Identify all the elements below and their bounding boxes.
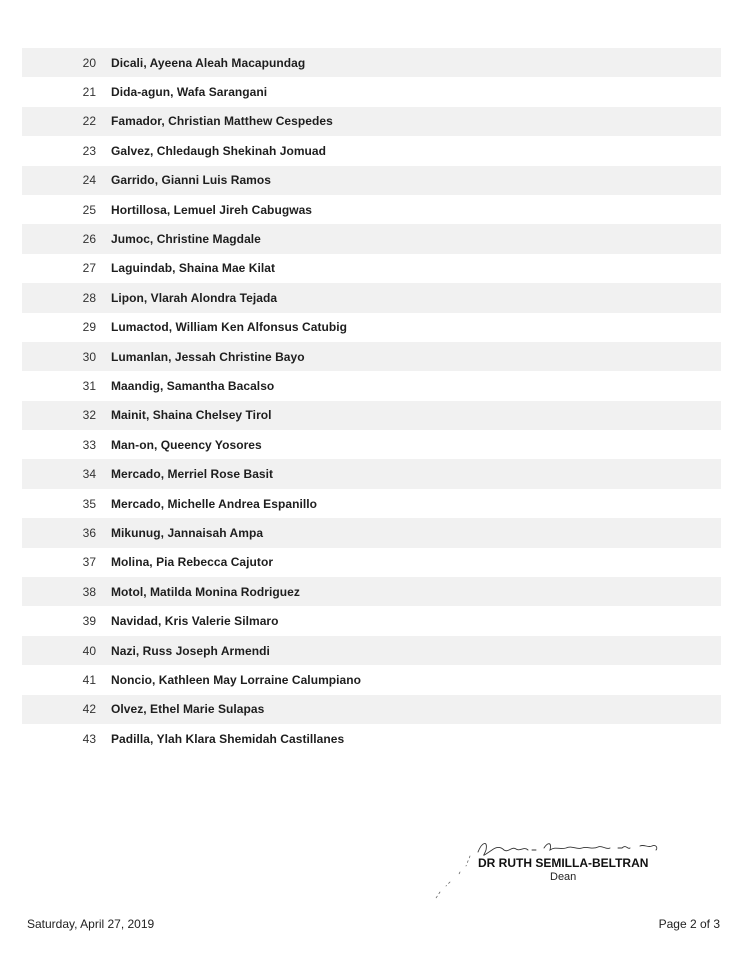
table-row — [22, 401, 721, 430]
table-row — [22, 724, 721, 753]
student-name: Garrido, Gianni Luis Ramos — [111, 173, 271, 188]
table-row — [22, 665, 721, 694]
student-name: Mikunug, Jannaisah Ampa — [111, 525, 264, 540]
student-name: Famador, Christian Matthew Cespedes — [111, 114, 333, 129]
row-number: 43 — [82, 731, 96, 746]
row-number: 29 — [82, 320, 96, 335]
table-row — [22, 195, 721, 224]
table-row — [22, 459, 721, 488]
table-row — [22, 77, 721, 106]
row-number: 30 — [82, 349, 96, 364]
row-number: 21 — [82, 85, 96, 100]
student-name: Padilla, Ylah Klara Shemidah Castillanes — [111, 731, 345, 746]
row-number: 25 — [82, 202, 96, 217]
signer-name: DR RUTH SEMILLA-BELTRAN — [478, 856, 649, 870]
table-row — [22, 254, 721, 283]
student-name: Olvez, Ethel Marie Sulapas — [111, 702, 265, 717]
table-row — [22, 224, 721, 253]
row-number: 23 — [82, 143, 96, 158]
row-number: 36 — [82, 525, 96, 540]
student-name: Dicali, Ayeena Aleah Macapundag — [111, 55, 306, 70]
row-number: 27 — [82, 261, 96, 276]
row-number: 24 — [82, 173, 96, 188]
row-number: 20 — [82, 55, 96, 70]
row-number: 41 — [82, 672, 96, 687]
table-row — [22, 371, 721, 400]
student-name: Lipon, Vlarah Alondra Tejada — [111, 290, 278, 305]
row-number: 34 — [82, 467, 96, 482]
table-row — [22, 606, 721, 635]
table-row — [22, 695, 721, 724]
student-name: Molina, Pia Rebecca Cajutor — [111, 555, 274, 570]
student-name: Maandig, Samantha Bacalso — [111, 378, 275, 393]
table-row — [22, 489, 721, 518]
student-name: Man-on, Queency Yosores — [111, 437, 262, 452]
footer-date: Saturday, April 27, 2019 — [27, 917, 155, 931]
student-name: Navidad, Kris Valerie Silmaro — [111, 614, 279, 629]
table-row — [22, 548, 721, 577]
student-name: Mercado, Merriel Rose Basit — [111, 467, 274, 482]
student-name: Lumactod, William Ken Alfonsus Catubig — [111, 320, 348, 335]
row-number: 38 — [82, 584, 96, 599]
row-number: 40 — [82, 643, 96, 658]
table-row — [22, 577, 721, 606]
student-name: Noncio, Kathleen May Lorraine Calumpiano — [111, 672, 362, 687]
student-name: Nazi, Russ Joseph Armendi — [111, 643, 270, 658]
table-row — [22, 283, 721, 312]
row-number: 22 — [82, 114, 96, 129]
row-number: 33 — [82, 437, 96, 452]
student-name: Mercado, Michelle Andrea Espanillo — [111, 496, 317, 511]
student-name: Mainit, Shaina Chelsey Tirol — [111, 408, 272, 423]
signer-title: Dean — [550, 871, 577, 883]
signature-block — [430, 836, 690, 906]
table-row — [22, 313, 721, 342]
table-row — [22, 518, 721, 547]
table-row — [22, 107, 721, 136]
table-row — [22, 48, 721, 77]
roster-table — [22, 48, 721, 753]
table-row — [22, 166, 721, 195]
page-number: Page 2 of 3 — [658, 917, 720, 931]
table-row — [22, 636, 721, 665]
table-row — [22, 430, 721, 459]
student-name: Motol, Matilda Monina Rodriguez — [111, 584, 300, 599]
student-name: Lumanlan, Jessah Christine Bayo — [111, 349, 305, 364]
student-name: Laguindab, Shaina Mae Kilat — [111, 261, 276, 276]
row-number: 39 — [82, 614, 96, 629]
row-number: 28 — [82, 290, 96, 305]
row-number: 32 — [82, 408, 96, 423]
row-number: 42 — [82, 702, 96, 717]
row-number: 26 — [82, 232, 96, 247]
table-row — [22, 136, 721, 165]
row-number: 31 — [82, 378, 96, 393]
student-name: Jumoc, Christine Magdale — [111, 232, 261, 247]
row-number: 37 — [82, 555, 96, 570]
student-name: Hortillosa, Lemuel Jireh Cabugwas — [111, 202, 313, 217]
row-number: 35 — [82, 496, 96, 511]
student-name: Dida-agun, Wafa Sarangani — [111, 85, 268, 100]
table-row — [22, 342, 721, 371]
student-name: Galvez, Chledaugh Shekinah Jomuad — [111, 143, 327, 158]
